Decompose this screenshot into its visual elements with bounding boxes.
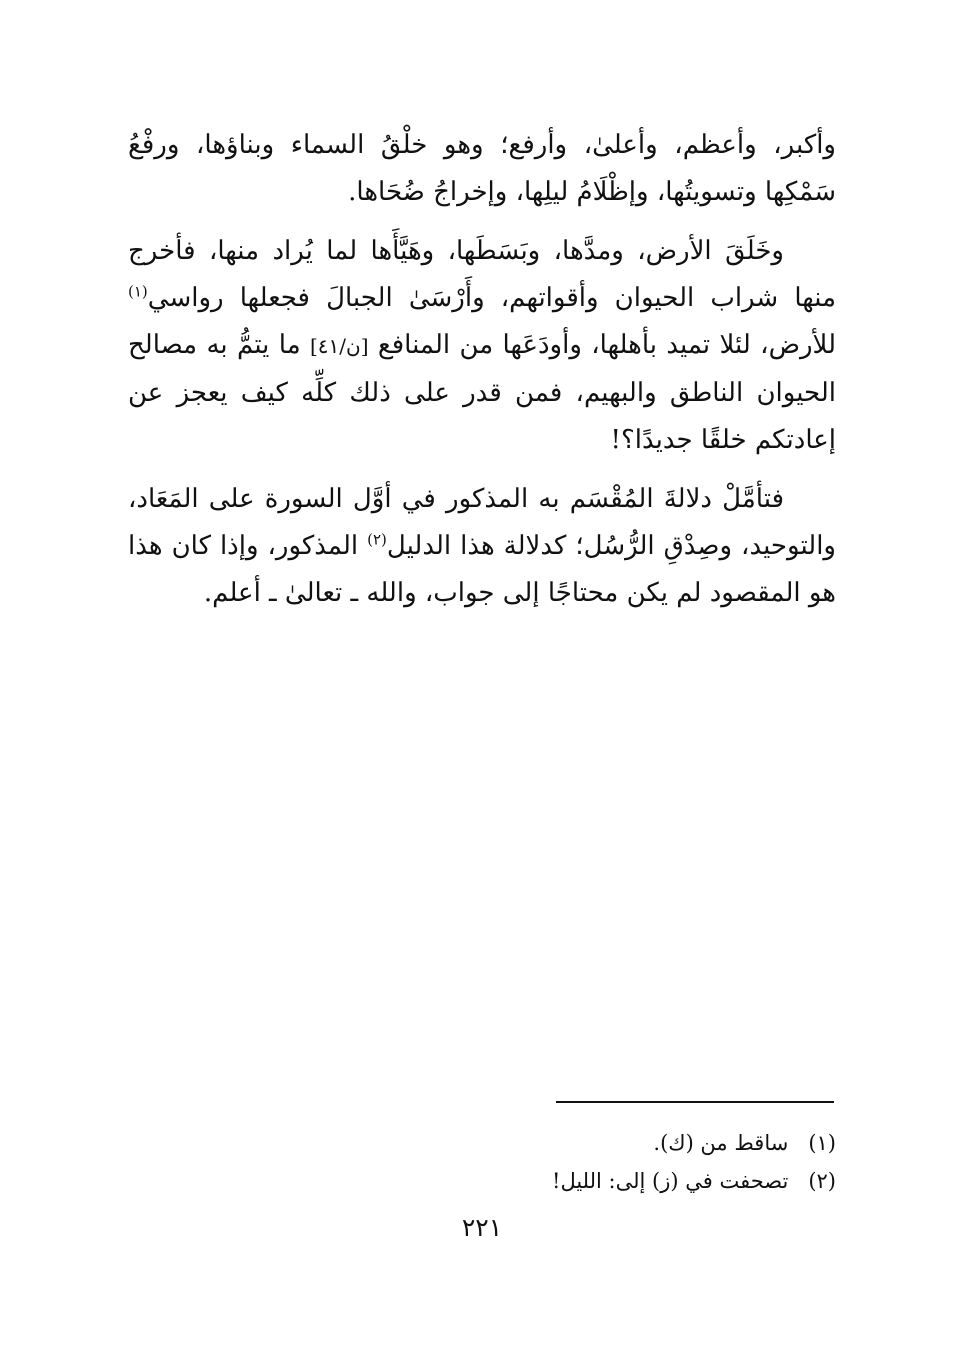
main-text [128,122,836,629]
footnote-divider [556,1101,834,1103]
paragraph-2-text-c: ما يتمُّ به مصالح الحيوان الناطق والبهيم، فمن قدر على ذلك كلِّه كيف يعجز عن إعادتكم خلقًا جديدًا؟! [128,330,836,455]
paragraph-3-text-a: فتأمَّلْ دلالةَ المُقْسَم به المذكور في أوَّل السورة على المَعَاد، والتوحيد، وصِدْقِ الرُّسُل؛ كدلالة هذا الدليل [128,484,836,561]
footnote-2 [400,1162,836,1200]
footnote-number: (١) [808,1131,836,1155]
paragraph-2-text-b: للأرض، لئلا تميد بأهلها، وأودَعَها من المنافع [368,330,836,360]
paragraph-3-text-b: المذكور، وإذا كان هذا هو المقصود لم يكن محتاجًا إلى جواب، والله ـ تعالىٰ ـ أعلم. [128,531,836,608]
footnote-marker-2: (٢) [367,530,387,549]
paragraph-3 [128,476,836,617]
paragraph-2 [128,228,836,464]
paragraph-1-text: وأكبر، وأعظم، وأعلىٰ، وأرفع؛ وهو خلْقُ السماء وبناؤها، ورفْعُ سَمْكِها وتسويتُها، وإظْلَامُ ليلِها، وإخراجُ ضُحَاها. [128,130,836,207]
footnote-marker-1: (١) [128,282,148,301]
paragraph-1 [128,122,836,216]
footnote-text: تصحفت في (ز) إلى: الليل! [552,1169,789,1193]
manuscript-folio-reference: [ن/٤١] [309,334,369,358]
footnote-number: (٢) [808,1169,836,1193]
footnotes [400,1124,836,1200]
footnote-text: ساقط من (ك). [653,1131,789,1155]
footnote-1 [400,1124,836,1162]
page-number: ٢٢١ [461,1213,503,1242]
paragraph-2-text-a: وخَلَقَ الأرض، ومدَّها، وبَسَطَها، وهَيَّأَها لما يُراد منها، فأخرج منها شراب الحيوان وأقواتهم، وأَرْسَىٰ الجبالَ فجعلها رواسي [128,236,836,313]
